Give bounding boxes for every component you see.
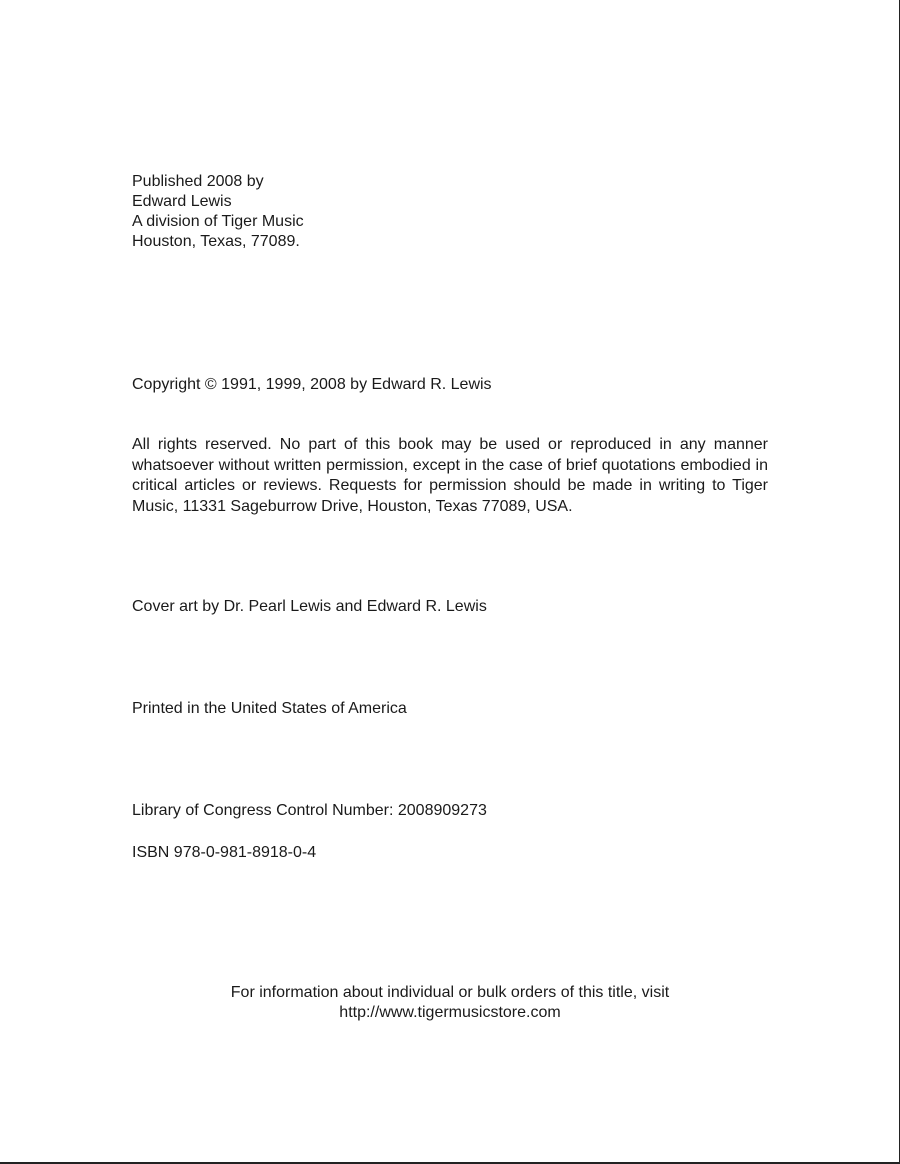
publisher-line: Published 2008 by xyxy=(132,173,264,190)
isbn-number: ISBN 978-0-981-8918-0-4 xyxy=(132,844,317,861)
printed-in: Printed in the United States of America xyxy=(132,700,407,717)
rights-paragraph: All rights reserved. No part of this book may be used or reproduced in any manner whatsoever without written permission, except in the case of brief quotations embodied in critical articles or reviews. Requests for permission should be made in writing to Tiger Music, 11331 Sageburrow Drive, Houston, Texas 77089, USA. xyxy=(132,436,768,515)
orders-text: For information about individual or bulk orders of this title, visit xyxy=(230,984,670,1001)
store-link[interactable]: http://www.tigermusicstore.com xyxy=(339,1004,561,1021)
publisher-line: A division of Tiger Music xyxy=(132,213,304,230)
copyright-notice: Copyright © 1991, 1999, 2008 by Edward R. Lewis xyxy=(132,376,492,393)
lccn-number: Library of Congress Control Number: 2008909273 xyxy=(132,802,487,819)
publisher-block xyxy=(132,172,304,252)
publisher-line: Edward Lewis xyxy=(132,193,232,210)
orders-info xyxy=(0,983,900,1023)
publisher-line: Houston, Texas, 77089. xyxy=(132,233,300,250)
cover-art-credit: Cover art by Dr. Pearl Lewis and Edward R. Lewis xyxy=(132,598,487,615)
